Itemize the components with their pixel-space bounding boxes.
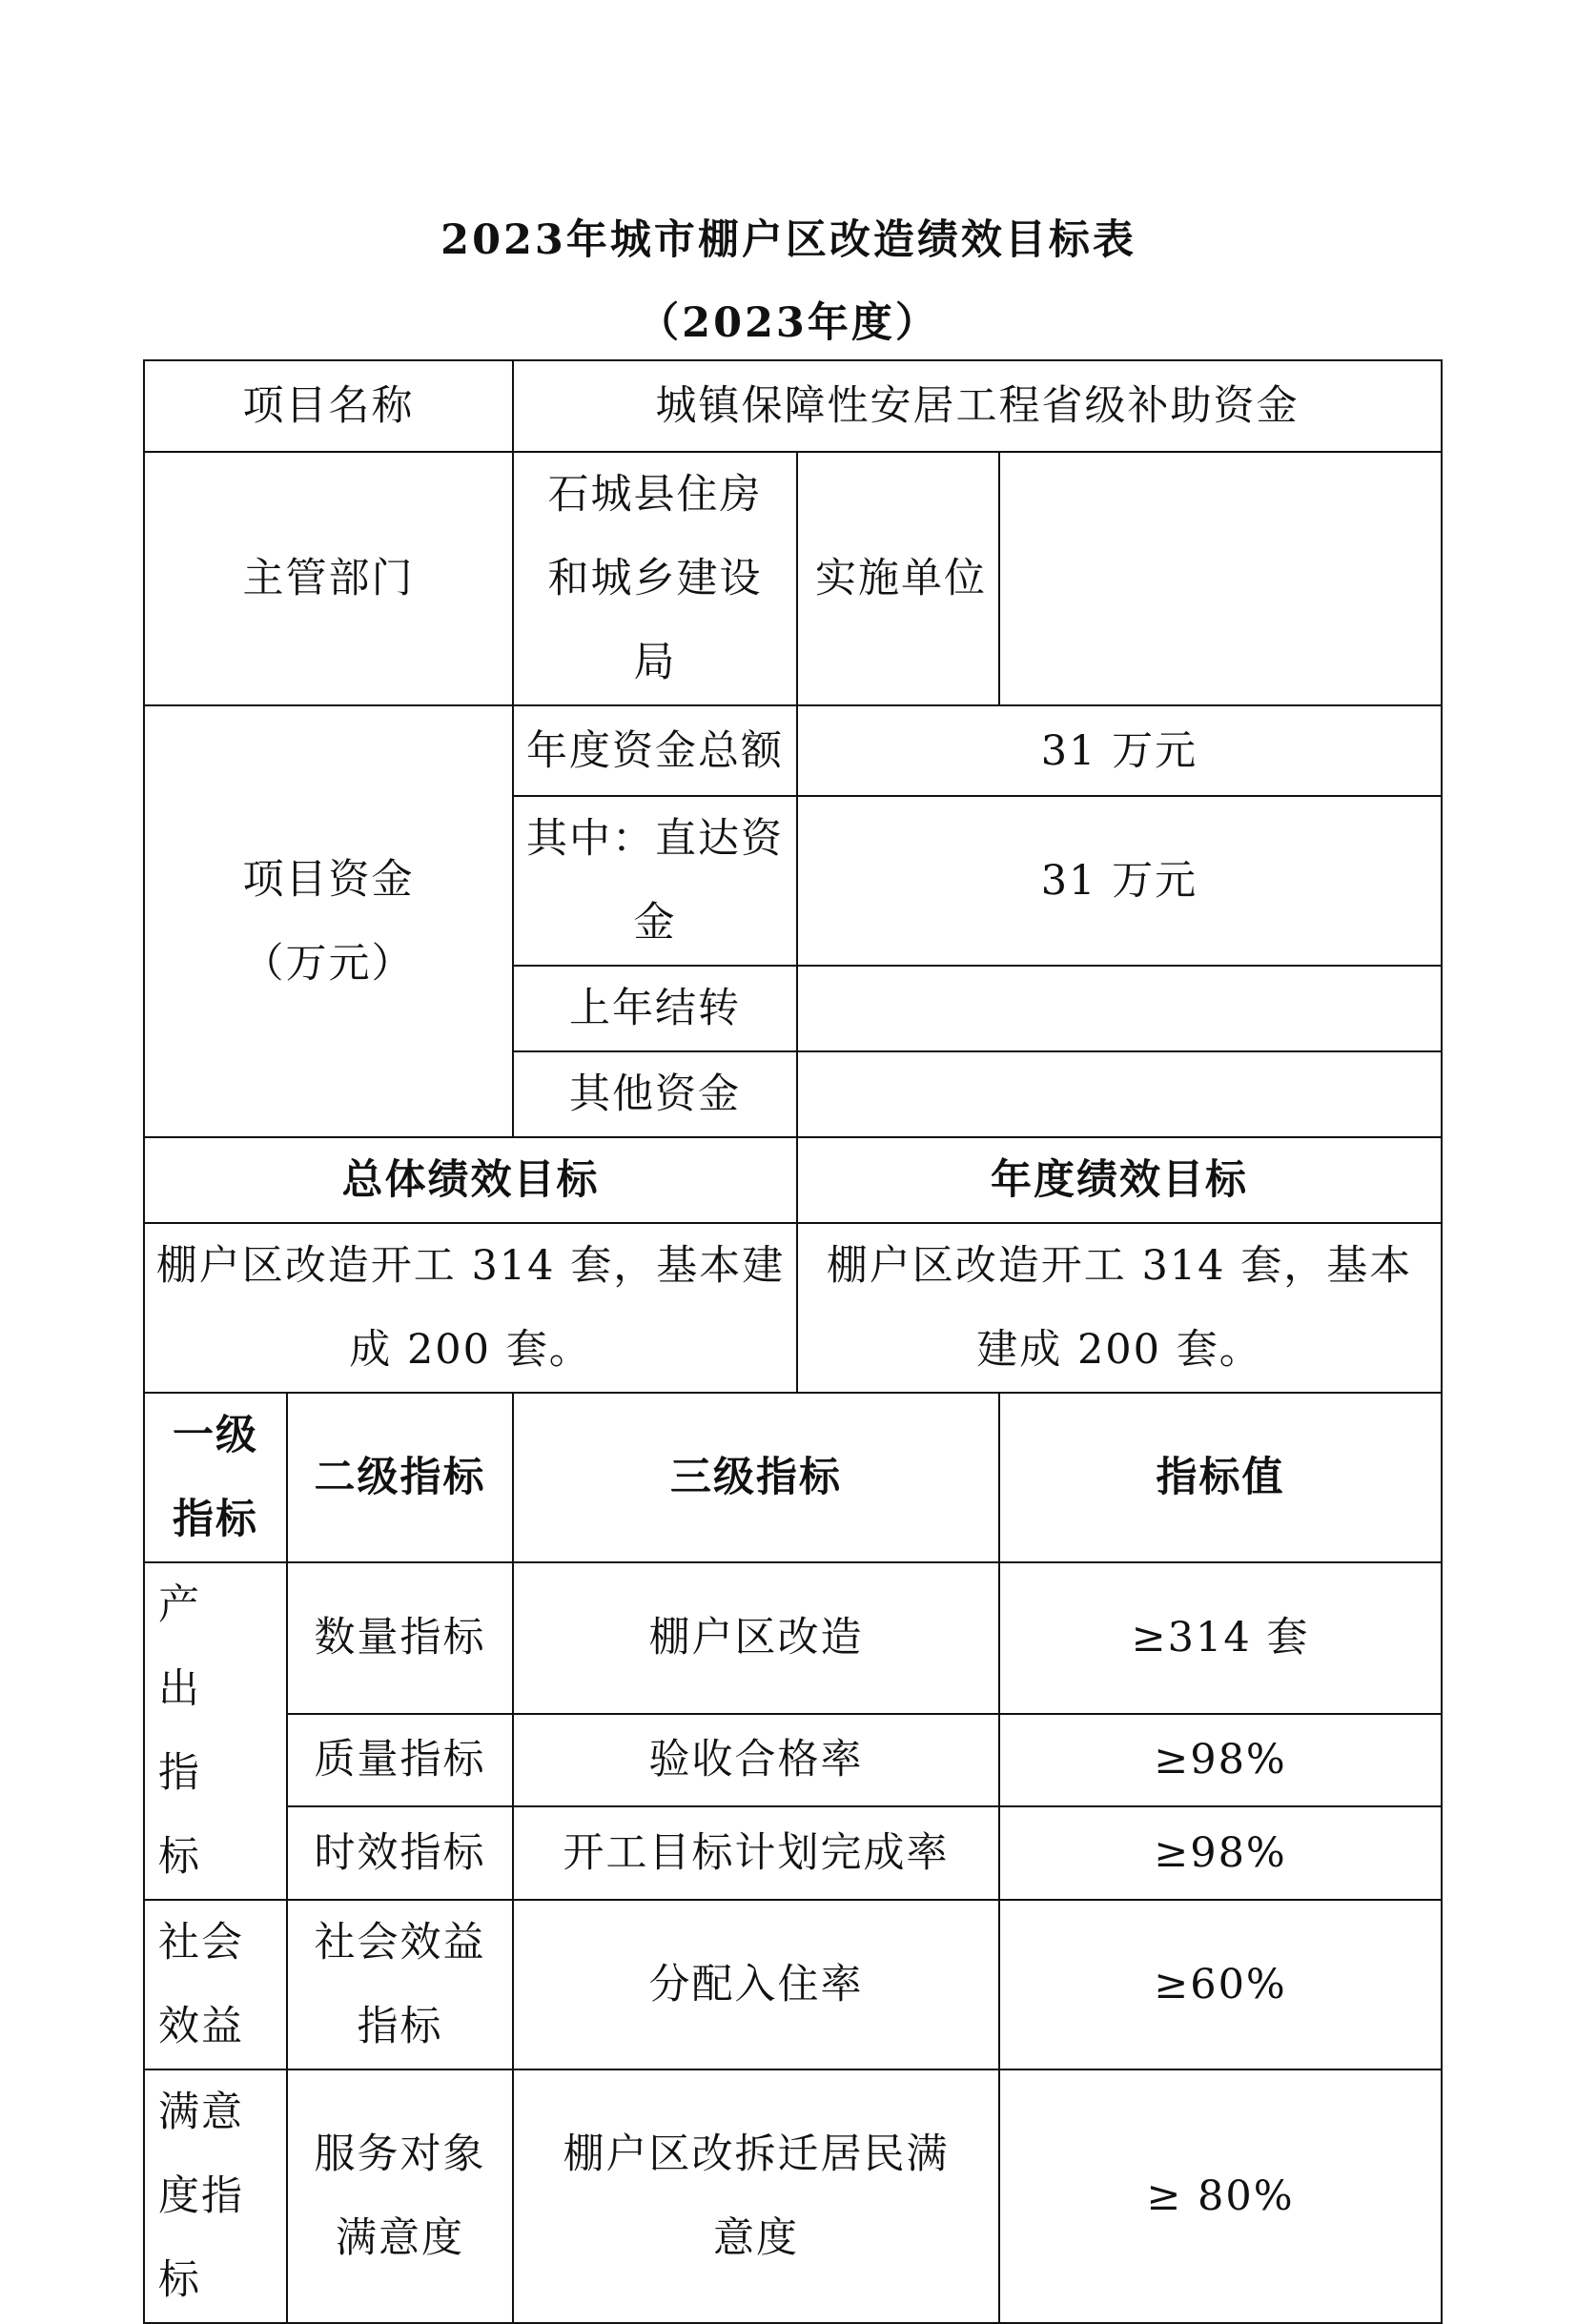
overall-goal-header: 总体绩效目标 [144,1137,797,1223]
value-occupancy-rate: ≥60% [999,1900,1442,2069]
level1-satisfaction: 满意度指标 [144,2069,287,2323]
fund-total-label: 年度资金总额 [513,705,797,796]
project-name-label: 项目名称 [144,360,513,452]
level3-renovation: 棚户区改造 [513,1562,999,1714]
level2-social-benefit: 社会效益指标 [287,1900,513,2069]
header-level3: 三级指标 [513,1393,999,1562]
header-level1: 一级指标 [144,1393,287,1562]
impl-value [999,452,1442,705]
page-subtitle: （2023年度） [638,299,939,347]
level2-service-satisfaction: 服务对象满意度 [287,2069,513,2323]
level2-quantity: 数量指标 [287,1562,513,1714]
value-renovation: ≥314 套 [999,1562,1442,1714]
dept-value [513,452,797,705]
value-acceptance-rate: ≥98% [999,1714,1442,1807]
fund-other-label: 其他资金 [513,1051,797,1137]
fund-carryover-value [797,966,1442,1051]
dept-label: 主管部门 [144,452,513,705]
funds-label-line2: （万元） [242,939,415,988]
fund-carryover-label: 上年结转 [513,966,797,1051]
annual-goal-text: 棚户区改造开工 314 套，基本建成 200 套。 [797,1223,1442,1393]
funds-label [144,705,513,1137]
performance-table [143,359,1443,2324]
dept-value-text: 石城县住房和城乡建设局 [547,471,763,686]
level3-acceptance-rate: 验收合格率 [513,1714,999,1807]
fund-other-value [797,1051,1442,1137]
funds-label-line1: 项目资金 [242,855,415,904]
level3-occupancy-rate: 分配入住率 [513,1900,999,2069]
project-name-value: 城镇保障性安居工程省级补助资金 [513,360,1442,452]
fund-direct-value: 31 万元 [797,796,1442,966]
level3-start-completion-rate: 开工目标计划完成率 [513,1806,999,1900]
level1-social-benefit: 社会效益 [144,1900,287,2069]
level2-quality: 质量指标 [287,1714,513,1807]
level1-output: 产出指标 [144,1562,287,1900]
header-level2: 二级指标 [287,1393,513,1562]
level2-timeliness: 时效指标 [287,1806,513,1900]
fund-direct-label: 其中：直达资金 [513,796,797,966]
impl-label: 实施单位 [797,452,999,705]
level3-resident-satisfaction: 棚户区改拆迁居民满意度 [513,2069,999,2323]
value-start-completion-rate: ≥98% [999,1806,1442,1900]
annual-goal-header: 年度绩效目标 [797,1137,1442,1223]
overall-goal-text: 棚户区改造开工 314 套，基本建成 200 套。 [144,1223,797,1393]
header-value: 指标值 [999,1393,1442,1562]
value-resident-satisfaction: ≥ 80% [999,2069,1442,2323]
fund-total-value: 31 万元 [797,705,1442,796]
page-title: 2023年城市棚户区改造绩效目标表 [440,216,1137,264]
